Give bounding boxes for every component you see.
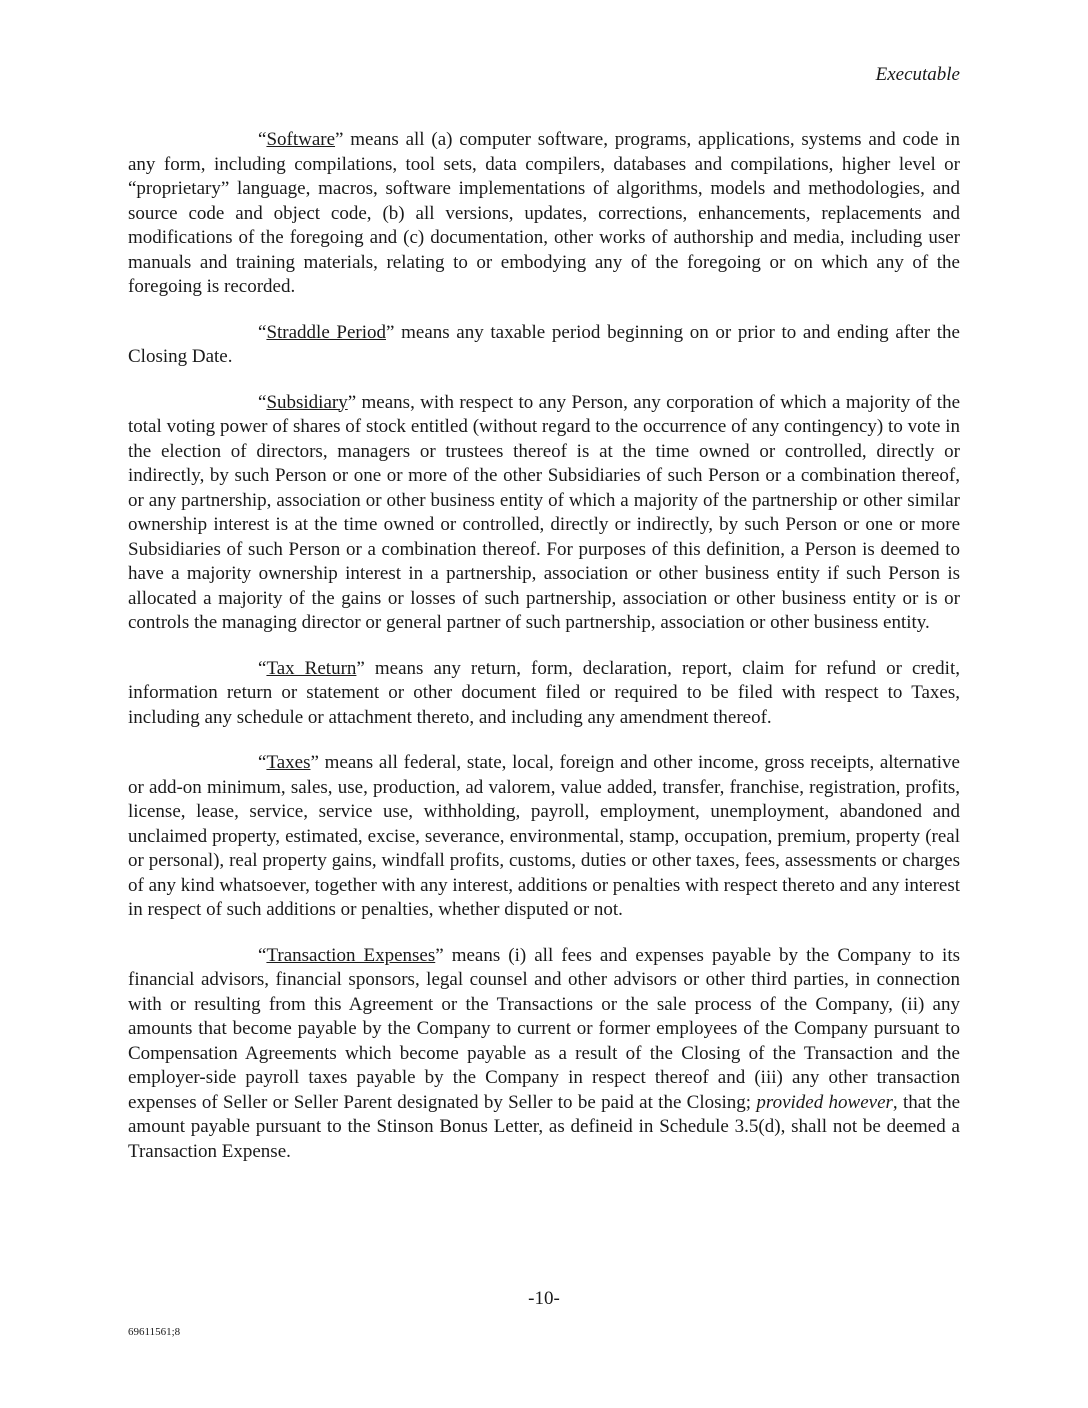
close-quote: ” [356, 657, 365, 679]
defined-term: Tax Return [266, 657, 357, 679]
close-quote: ” [347, 391, 357, 413]
open-quote: “ [258, 129, 267, 150]
defined-term: Software [266, 129, 336, 150]
definition-text: means any return, form, declaration, report, claim for refund or credit, information return or statement or other document filed or required to be filed with respect to Taxes, including any schedule or attachment thereto, and including any amendment thereof. [128, 657, 960, 728]
document-body [128, 128, 960, 1185]
page-number: -10- [528, 1288, 560, 1309]
close-quote: ” [435, 944, 444, 966]
definition-text: means all (a) computer software, programs, applications, systems and code in any form, including compilations, tool sets, data compilers, databases and compilations, higher level or “proprietary” language, macros, software implementations of algorithms, models and methodologies, and source code and object code, (b) all versions, updates, corrections, enhancements, replacements and modifications of the foregoing and (c) documentation, other works of authorship and media, including user manuals and training materials, relating to or embodying any of the foregoing or on which any of the foregoing is recorded. [128, 129, 960, 297]
definition-text: means (i) all fees and expenses payable by the Company to its financial advisors, financial sponsors, legal counsel and other advisors or other third parties, in connection with or resulting from this Agreement or the Transactions or the sale process of the Company, (ii) any amounts that become payable by the Company to current or former employees of the Company pursuant to Compensation Agreements which become payable as a result of the Closing of the Transaction and the employer-side payroll taxes payable by the Company in respect thereof and (iii) any other transaction expenses of Seller or Seller Parent designated by Seller to be paid at the Closing; [128, 944, 960, 1113]
document-header-tag: Executable [875, 64, 960, 85]
open-quote: “ [258, 944, 267, 966]
definition-text: means any taxable period beginning on or prior to and ending after the Closing Date. [128, 321, 960, 367]
open-quote: “ [258, 391, 267, 413]
open-quote: “ [258, 321, 267, 343]
definition-tax-return [128, 657, 960, 731]
close-quote: ” [386, 321, 395, 343]
defined-term: Transaction Expenses [266, 944, 436, 966]
defined-term: Straddle Period [266, 321, 387, 343]
document-id: 69611561;8 [128, 1326, 181, 1338]
open-quote: “ [258, 752, 267, 773]
definition-transaction-expenses [128, 944, 960, 1165]
defined-term: Taxes [266, 752, 311, 773]
definition-taxes [128, 751, 960, 923]
close-quote: ” [335, 129, 344, 150]
definition-subsidiary [128, 391, 960, 636]
open-quote: “ [258, 657, 267, 679]
defined-term: Subsidiary [266, 391, 348, 413]
emphasis-text: provided however [756, 1091, 893, 1113]
definition-software [128, 128, 960, 300]
definition-text-continued: , that the amount payable pursuant to the Stinson Bonus Letter, as defineid in Schedule 3.5(d), shall not be deemed a Transaction Expense. [128, 1091, 960, 1162]
close-quote: ” [310, 752, 319, 773]
definition-text: means all federal, state, local, foreign and other income, gross receipts, alternative or add-on minimum, sales, use, production, ad valorem, value added, transfer, franchise, registration, profits, license, lease, service, service use, withholding, payroll, employment, unemployment, abandoned and unclaimed property, estimated, excise, severance, environmental, stamp, occupation, premium, property (real or personal), real property gains, windfall profits, customs, duties or other taxes, fees, assessments or charges of any kind whatsoever, together with any interest, additions or penalties with respect thereto and any interest in respect of such additions or penalties, whether disputed or not. [128, 752, 960, 920]
definition-text: means, with respect to any Person, any corporation of which a majority of the total voting power of shares of stock entitled (without regard to the occurrence of any contingency) to vote in the election of directors, managers or trustees thereof is at the time owned or controlled, directly or indirectly, by such Person or one or more of the other Subsidiaries of such Person or a combination thereof, or any partnership, association or other business entity of which a majority of the partnership or other similar ownership interest is at the time owned or controlled, directly or indirectly, by such Person or one or more Subsidiaries of such Person or a combination thereof. For purposes of this definition, a Person is deemed to have a majority ownership interest in a partnership, association or other business entity if such Person is allocated a majority of the gains or losses of such partnership, association or other business entity or is or controls the managing director or general partner of such partnership, association or other business entity. [128, 391, 960, 633]
definition-straddle-period [128, 321, 960, 370]
